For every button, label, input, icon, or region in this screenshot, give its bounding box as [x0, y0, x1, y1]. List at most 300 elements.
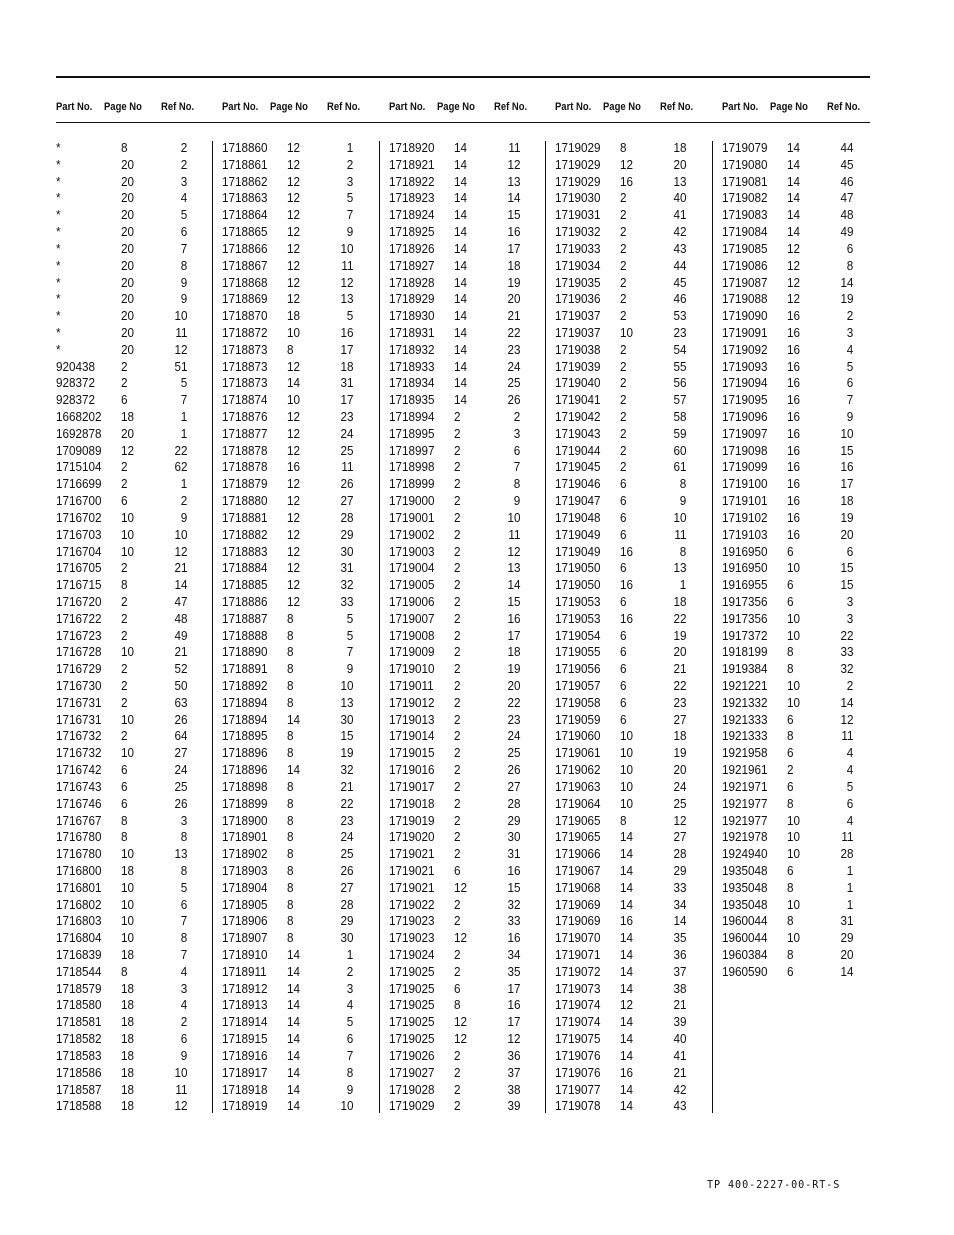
header-page-3: Page No: [437, 101, 475, 113]
table-row: [389, 207, 529, 224]
page-number: 12: [287, 425, 301, 441]
part-number: *: [56, 173, 61, 189]
page-number: 8: [121, 812, 128, 828]
part-number: 1718880: [222, 493, 268, 509]
part-number: 1716723: [56, 627, 102, 643]
ref-number: 37: [506, 1064, 520, 1080]
ref-number: 62: [173, 459, 187, 475]
page-number: 8: [121, 577, 128, 593]
page-number: 2: [620, 442, 627, 458]
table-row: [722, 510, 862, 527]
page-number: 10: [620, 745, 634, 761]
table-row: [389, 779, 529, 796]
ref-number: 57: [672, 392, 686, 408]
table-row: [555, 779, 695, 796]
table-row: [722, 796, 862, 813]
page-number: 18: [121, 409, 135, 424]
ref-number: 24: [506, 358, 520, 374]
table-row: [56, 577, 196, 594]
page-number: 6: [787, 745, 794, 761]
table-row: [222, 964, 362, 981]
table-row: [722, 846, 862, 863]
page-number: 2: [121, 694, 128, 710]
page-number: 2: [121, 678, 128, 693]
page-number: 16: [787, 459, 801, 475]
table-row: [722, 745, 862, 762]
table-row: [389, 325, 529, 342]
part-number: 1719049: [555, 526, 601, 542]
ref-number: 14: [506, 577, 520, 593]
table-row: [222, 510, 362, 527]
part-number: 1719016: [389, 762, 435, 778]
table-row: [222, 930, 362, 947]
part-number: 1719064: [555, 795, 601, 811]
part-number: 1718860: [222, 140, 268, 155]
ref-number: 6: [180, 1031, 187, 1047]
page-number: 20: [121, 190, 135, 206]
page-number: 14: [620, 980, 634, 996]
part-number: 1718899: [222, 795, 268, 811]
part-number: 1718918: [222, 1081, 268, 1097]
table-row: [56, 779, 196, 796]
table-row: [555, 611, 695, 628]
page-number: 16: [787, 375, 801, 391]
ref-number: 13: [506, 560, 520, 576]
ref-number: 24: [173, 762, 187, 778]
ref-number: 1: [180, 409, 187, 424]
table-row: [222, 392, 362, 409]
page-number: 14: [454, 140, 468, 155]
ref-number: 1: [346, 140, 353, 155]
table-row: [555, 476, 695, 493]
table-row: [56, 190, 196, 207]
part-number: 1719045: [555, 459, 601, 475]
ref-number: 2: [346, 963, 353, 979]
page-number: 12: [287, 240, 301, 256]
page-number: 12: [287, 207, 301, 223]
table-row: [222, 258, 362, 275]
page-number: 20: [121, 291, 135, 307]
page-number: 12: [287, 526, 301, 542]
part-number: 920438: [56, 358, 96, 374]
ref-number: 24: [339, 829, 353, 845]
ref-number: 12: [506, 543, 520, 559]
ref-number: 42: [672, 1081, 686, 1097]
page-number: 2: [454, 409, 461, 424]
table-row: [56, 1065, 196, 1082]
ref-number: 12: [173, 341, 187, 357]
page-number: 2: [454, 610, 461, 626]
table-row: [222, 644, 362, 661]
table-row: [56, 628, 196, 645]
page-number: 14: [620, 1031, 634, 1047]
table-row: [222, 981, 362, 998]
ref-number: 19: [839, 291, 853, 307]
page-number: 16: [620, 1064, 634, 1080]
table-row: [56, 947, 196, 964]
table-row: [56, 863, 196, 880]
page-number: 12: [287, 509, 301, 525]
page-number: 10: [121, 644, 135, 660]
ref-number: 16: [506, 997, 520, 1013]
page-number: 2: [620, 341, 627, 357]
ref-number: 46: [672, 291, 686, 307]
page-number: 18: [121, 947, 135, 962]
part-number: 1916950: [722, 560, 768, 576]
ref-number: 19: [506, 274, 520, 290]
ref-number: 8: [513, 476, 520, 492]
ref-number: 22: [506, 694, 520, 710]
table-row: [222, 308, 362, 325]
part-number: 1718898: [222, 778, 268, 794]
page-number: 12: [287, 224, 301, 240]
table-row: [722, 190, 862, 207]
table-row: [722, 829, 862, 846]
page-number: 6: [620, 476, 627, 492]
ref-number: 28: [672, 846, 686, 862]
page-number: 10: [787, 627, 801, 643]
page-number: 16: [620, 913, 634, 929]
table-row: [389, 745, 529, 762]
ref-number: 39: [672, 1014, 686, 1030]
part-number: 1718892: [222, 678, 268, 693]
table-row: [555, 409, 695, 426]
part-number: 1719021: [389, 846, 435, 862]
table-row: [222, 762, 362, 779]
page-number: 14: [454, 190, 468, 206]
ref-number: 38: [506, 1081, 520, 1097]
part-number: 1719055: [555, 644, 601, 660]
ref-number: 15: [839, 577, 853, 593]
ref-number: 10: [339, 678, 353, 693]
table-row: [222, 863, 362, 880]
table-row: [56, 207, 196, 224]
ref-number: 2: [846, 678, 853, 693]
part-number: 1718894: [222, 694, 268, 710]
page-number: 20: [121, 156, 135, 172]
page-number: 12: [454, 1031, 468, 1047]
header-part-4: Part No.: [555, 101, 592, 113]
ref-number: 22: [672, 678, 686, 693]
table-row: [722, 544, 862, 561]
page-number: 2: [121, 358, 128, 374]
part-number: 1719029: [555, 140, 601, 155]
header-part-5: Part No.: [722, 101, 759, 113]
part-number: 1719053: [555, 593, 601, 609]
ref-number: 25: [506, 745, 520, 761]
page-number: 10: [620, 762, 634, 778]
part-number: 1719025: [389, 1031, 435, 1047]
table-row: [389, 476, 529, 493]
page-number: 6: [787, 543, 794, 559]
page-number: 18: [121, 1047, 135, 1063]
page-number: 2: [454, 1064, 461, 1080]
page-number: 6: [620, 509, 627, 525]
ref-number: 6: [846, 543, 853, 559]
ref-number: 17: [506, 627, 520, 643]
ref-number: 22: [839, 627, 853, 643]
page-number: 16: [787, 324, 801, 340]
ref-number: 10: [339, 240, 353, 256]
part-number: 1718896: [222, 762, 268, 778]
part-number: 1719034: [555, 257, 601, 273]
part-number: 1718890: [222, 644, 268, 660]
table-row: [222, 997, 362, 1014]
ref-number: 7: [346, 1047, 353, 1063]
ref-number: 30: [339, 543, 353, 559]
page-number: 20: [121, 341, 135, 357]
ref-number: 2: [346, 156, 353, 172]
ref-number: 6: [180, 224, 187, 240]
page-number: 6: [121, 392, 128, 408]
table-row: [56, 913, 196, 930]
page-number: 14: [454, 324, 468, 340]
table-row: [222, 174, 362, 191]
page-number: 20: [121, 257, 135, 273]
page-number: 10: [787, 829, 801, 845]
table-row: [722, 880, 862, 897]
part-number: 1719063: [555, 778, 601, 794]
page-number: 20: [121, 240, 135, 256]
table-row: [222, 190, 362, 207]
table-row: [555, 997, 695, 1014]
table-row: [56, 728, 196, 745]
ref-number: 16: [339, 324, 353, 340]
part-number: 1716704: [56, 543, 102, 559]
table-row: [555, 964, 695, 981]
part-number: 1718587: [56, 1081, 102, 1097]
page-number: 14: [454, 257, 468, 273]
table-row: [555, 157, 695, 174]
page-number: 12: [121, 442, 135, 458]
table-row: [722, 695, 862, 712]
table-row: [56, 762, 196, 779]
table-row: [222, 829, 362, 846]
ref-number: 28: [506, 795, 520, 811]
table-row: [555, 880, 695, 897]
table-row: [56, 1031, 196, 1048]
page-number: 18: [121, 1081, 135, 1097]
ref-number: 21: [672, 661, 686, 677]
ref-number: 51: [173, 358, 187, 374]
table-row: [222, 728, 362, 745]
table-row: [222, 275, 362, 292]
page-number: 6: [620, 560, 627, 576]
page-number: 10: [787, 610, 801, 626]
table-row: [222, 1048, 362, 1065]
ref-number: 13: [672, 560, 686, 576]
part-number: 1719042: [555, 409, 601, 424]
page-number: 8: [620, 812, 627, 828]
part-number: *: [56, 140, 61, 155]
table-row: [722, 863, 862, 880]
page-number: 2: [454, 745, 461, 761]
ref-number: 2: [180, 1014, 187, 1030]
table-row: [222, 544, 362, 561]
part-number: *: [56, 308, 61, 324]
page-number: 14: [287, 963, 301, 979]
table-row: [389, 426, 529, 443]
page-number: 14: [287, 1031, 301, 1047]
page-number: 6: [787, 593, 794, 609]
part-number: 1719003: [389, 543, 435, 559]
part-number: 1718904: [222, 879, 268, 895]
table-row: [222, 207, 362, 224]
table-row: [722, 728, 862, 745]
page-number: 10: [121, 543, 135, 559]
page-number: 2: [454, 1081, 461, 1097]
part-number: 1719069: [555, 896, 601, 912]
page-number: 2: [454, 846, 461, 862]
table-row: [555, 443, 695, 460]
part-number: 1718873: [222, 375, 268, 391]
table-row: [56, 140, 196, 157]
part-number: 1716732: [56, 728, 102, 744]
page-number: 14: [287, 1081, 301, 1097]
page-number: 14: [454, 375, 468, 391]
ref-number: 27: [339, 879, 353, 895]
header-ref-3: Ref No.: [494, 101, 528, 113]
page-number: 20: [121, 173, 135, 189]
table-row: [389, 678, 529, 695]
page-number: 16: [787, 308, 801, 324]
ref-number: 8: [846, 257, 853, 273]
table-row: [555, 308, 695, 325]
ref-number: 11: [673, 526, 686, 542]
page-number: 2: [454, 812, 461, 828]
page-number: 2: [121, 375, 128, 391]
ref-number: 3: [180, 812, 187, 828]
ref-number: 17: [339, 392, 353, 408]
index-column-1: [56, 140, 196, 1115]
page-number: 12: [287, 577, 301, 593]
table-row: [555, 947, 695, 964]
page-number: 10: [620, 728, 634, 744]
ref-number: 47: [839, 190, 853, 206]
ref-number: 2: [180, 156, 187, 172]
table-row: [222, 493, 362, 510]
part-number: 1719021: [389, 862, 435, 878]
ref-number: 43: [672, 1098, 686, 1114]
ref-number: 48: [173, 610, 187, 626]
ref-number: 36: [672, 947, 686, 962]
ref-number: 18: [339, 358, 353, 374]
page-number: 2: [454, 493, 461, 509]
table-row: [555, 644, 695, 661]
page-number: 18: [287, 308, 301, 324]
page-number: 2: [620, 257, 627, 273]
part-number: 1719061: [555, 745, 601, 761]
page-number: 12: [287, 291, 301, 307]
ref-number: 5: [346, 308, 353, 324]
table-row: [222, 527, 362, 544]
part-number: 1716702: [56, 509, 102, 525]
page-number: 2: [121, 476, 128, 492]
table-row: [555, 661, 695, 678]
page-number: 14: [620, 829, 634, 845]
ref-number: 6: [346, 1031, 353, 1047]
table-row: [222, 880, 362, 897]
page-number: 18: [121, 980, 135, 996]
part-number: 1718915: [222, 1031, 268, 1047]
page-number: 6: [620, 711, 627, 727]
table-row: [56, 476, 196, 493]
table-row: [555, 224, 695, 241]
table-row: [555, 241, 695, 258]
table-row: [389, 712, 529, 729]
part-number: 1719015: [389, 745, 435, 761]
part-number: 1718895: [222, 728, 268, 744]
page-number: 2: [454, 543, 461, 559]
part-number: 1718922: [389, 173, 435, 189]
part-number: 1719050: [555, 577, 601, 593]
part-number: 1719078: [555, 1098, 601, 1114]
part-number: *: [56, 190, 61, 206]
page-number: 14: [287, 375, 301, 391]
part-number: 1719040: [555, 375, 601, 391]
part-number: 1924940: [722, 846, 768, 862]
ref-number: 23: [672, 324, 686, 340]
part-number: 1719081: [722, 173, 768, 189]
table-row: [56, 964, 196, 981]
table-row: [222, 712, 362, 729]
header-page-5: Page No: [770, 101, 808, 113]
page-number: 12: [287, 190, 301, 206]
part-number: 1718862: [222, 173, 268, 189]
part-number: 1719082: [722, 190, 768, 206]
ref-number: 18: [672, 140, 686, 155]
header-part-3: Part No.: [389, 101, 426, 113]
ref-number: 17: [506, 1014, 520, 1030]
page-number: 14: [787, 207, 801, 223]
table-row: [722, 275, 862, 292]
part-number: 1719090: [722, 308, 768, 324]
part-number: *: [56, 324, 61, 340]
table-row: [56, 157, 196, 174]
page-number: 8: [787, 947, 794, 962]
page-number: 2: [620, 240, 627, 256]
ref-number: 15: [506, 593, 520, 609]
part-number: 1718876: [222, 409, 268, 424]
page-number: 10: [121, 896, 135, 912]
part-number: 1718868: [222, 274, 268, 290]
ref-number: 7: [346, 207, 353, 223]
part-number: 1719092: [722, 341, 768, 357]
page-number: 14: [454, 392, 468, 408]
part-number: 1718873: [222, 341, 268, 357]
ref-number: 26: [173, 711, 187, 727]
table-row: [222, 745, 362, 762]
table-row: [222, 678, 362, 695]
part-number: 1718934: [389, 375, 435, 391]
table-row: [389, 628, 529, 645]
table-row: [56, 359, 196, 376]
table-row: [56, 594, 196, 611]
header-ref-5: Ref No.: [827, 101, 861, 113]
ref-number: 53: [672, 308, 686, 324]
page-number: 2: [454, 425, 461, 441]
part-number: 1716728: [56, 644, 102, 660]
table-row: [389, 157, 529, 174]
table-row: [389, 174, 529, 191]
table-row: [389, 258, 529, 275]
ref-number: 5: [180, 375, 187, 391]
ref-number: 32: [506, 896, 520, 912]
ref-number: 19: [339, 745, 353, 761]
part-number: 1719037: [555, 324, 601, 340]
part-number: 1719086: [722, 257, 768, 273]
ref-number: 7: [846, 392, 853, 408]
